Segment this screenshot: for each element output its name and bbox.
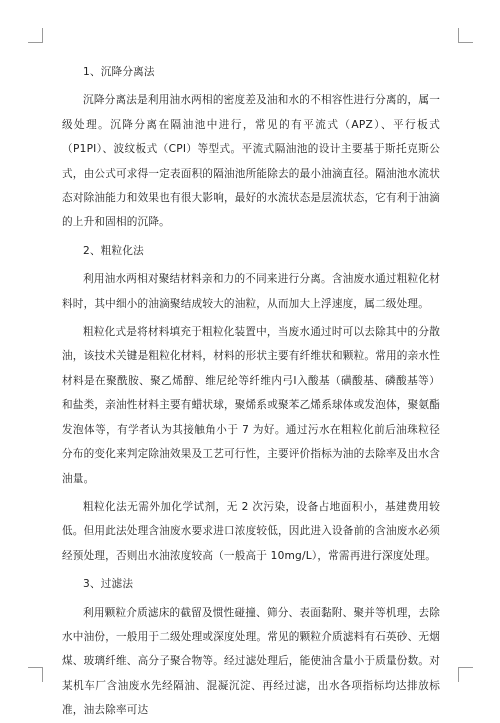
- crop-mark-top-right: [458, 28, 473, 43]
- paragraph: 粗粒化式是将材料填充于粗粒化装置中，当废水通过时可以去除其中的分散油，该技术关键是粗粒化材料，材料的形状主要有纤维状和颗粒。常用的亲水性材料是在聚酰胺、聚乙烯醇、维尼纶等纤维内弓Ⅰ入酸基（磺酸基、磷酸基等）和盐类，亲油性材料主要有蜡状球，聚烯系或聚苯乙烯系球体或发泡体，聚氨酯发泡体等，有学者认为其接触角小于 7 为好。通过污水在粗粒化前后油珠粒径分布的变化来判定除油效果及工艺可行性，主要评价指标为油的去除率及出水含油量。: [62, 326, 440, 485]
- crop-mark-top-left: [28, 28, 43, 43]
- section-filtration: [62, 572, 440, 722]
- crop-mark-bottom-right: [458, 667, 473, 682]
- section-sedimentation: [62, 60, 440, 235]
- paragraph: 利用油水两相对聚结材料亲和力的不同来进行分离。含油废水通过粗粒化材料时，其中细小的油滴聚结成较大的油粒，从而加大上浮速度，属二级处理。: [62, 273, 440, 310]
- section-heading: 2、粗粒化法: [83, 244, 144, 257]
- paragraph: 利用颗粒介质滤床的截留及惯性碰撞、筛分、表面黏附、聚并等机理，去除水中油份，一般用于二级处理或深度处理。常见的颗粒介质滤料有石英砂、无烟煤、玻璃纤维、高分子聚合物等。经过滤处理后，能使油含量小于质量份数。对某机车厂含油废水先经隔油、混凝沉淀、再经过滤，出水各项指标均达排放标准，油去除率可达: [62, 606, 440, 717]
- section-heading: 1、沉降分离法: [83, 66, 155, 78]
- document-body: [62, 60, 440, 723]
- crop-mark-bottom-left: [28, 667, 43, 682]
- section-heading: 3、过滤法: [83, 578, 134, 591]
- section-coarse-granulation: [62, 239, 440, 568]
- paragraph: 沉降分离法是利用油水两相的密度差及油和水的不相容性进行分离的，属一级处理。沉降分离在隔油池中进行，常见的有平流式（APZ）、平行板式（P1PI）、波纹板式（CPI）等型式。平流式隔油池的设计主要基于斯托克斯公式，由公式可求得一定表面积的隔油池所能除去的最小油滴直径。隔油池水流状态对除油能力和效果也有很大影响，最好的水流状态是层流状态，它有利于油滴的上升和固相的沉降。: [62, 94, 440, 229]
- paragraph: 粗粒化法无需外加化学试剂，无 2 次污染，设备占地面积小，基建费用较低。但用此法处理含油废水要求进口浓度较低，因此进入设备前的含油废水必须经预处理，否则出水油浓度较高（一般高于 10mg/L），常需再进行深度处理。: [62, 500, 440, 562]
